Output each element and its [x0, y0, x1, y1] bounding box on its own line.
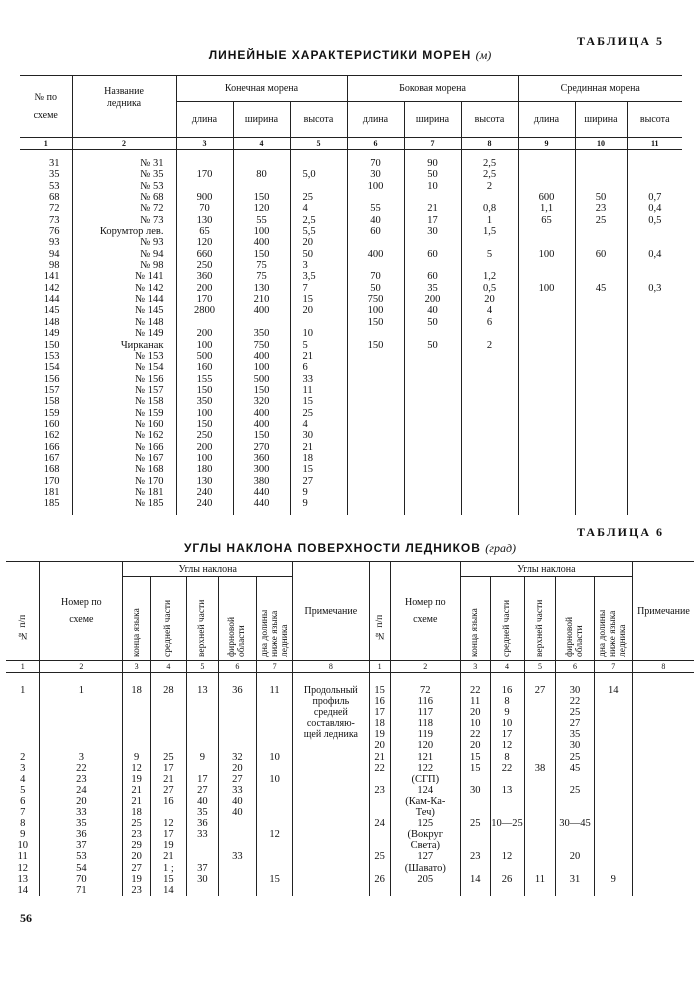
- t5-header-terminal: Конечная морена: [176, 76, 347, 102]
- page-number: 56: [20, 911, 32, 925]
- t5-header-name: Название ледника: [72, 76, 176, 138]
- t6-right-scheme: 72 116 117 118 119 120 121 122 (СГП) 124 (Кам-Ка- Теч) 125 (Вокруг Света) 127 (Шавато) 205: [390, 673, 460, 896]
- t6-colnum: 3: [123, 661, 151, 673]
- t5-colnum: 7: [404, 138, 461, 150]
- t6-h-firn-right-text: фирновой области: [564, 616, 585, 657]
- t5-colnum: 2: [72, 138, 176, 150]
- t6-h-upper-right-text: верхней части: [534, 599, 545, 657]
- t6-colnum: 7: [594, 661, 632, 673]
- t6-h-upper-left: [186, 577, 218, 661]
- t5-colnum: 1: [20, 138, 72, 150]
- t5-h-height-1: высота: [290, 102, 347, 138]
- t6-h-middle-right-text: средней части: [502, 599, 513, 657]
- t5-colnum: 3: [176, 138, 233, 150]
- t6-left-tongue: 18 9 12 19 21 21 18 25 23 29 20 27 19 23: [123, 673, 151, 896]
- t6-left-middle: 28 25 17 21 27 16 12 17 19 21 1 ; 15 14: [150, 673, 186, 896]
- t6-h-firn-left: [218, 577, 256, 661]
- t5-col-lateral-height: 2,5 2,5 2 0,8 1 1,5 5 1,2 0,5 20 4 6 2: [461, 150, 518, 515]
- t6-left-np: 1 2 3 4 5 6 7 8 9 10 11 12 13 14: [6, 673, 40, 896]
- t6-header-note-left: Примечание: [293, 562, 369, 661]
- t6-np-left-text: № п/п: [17, 614, 28, 640]
- t5-col-scheme-no: 31 35 53 68 72 73 76 93 94 98 141 142 144 145 148 149 150 153 154 156 157 158 159 160 162 166 167 168 170 181 185: [43, 158, 60, 510]
- table5-title-unit: (м): [475, 48, 492, 62]
- t6-right-upper: 27 38 11: [524, 673, 556, 896]
- t5-h-length-2: длина: [347, 102, 404, 138]
- t6-header-np-left: [6, 562, 40, 661]
- t5-col-glacier-name: № 31 № 35 № 53 № 68 № 72 № 73 Корумтор лев. № 93 № 94 № 98 № 141 № 142 № 144 № 145 № 148 № 149 Чирканак № 153 № 154 № 156 № 157 № 158 № 159 № 160 № 162 № 166 № 167 № 168 № 170 № 181 № 185: [72, 150, 176, 515]
- t5-colnum: 4: [233, 138, 290, 150]
- t5-colnum: 10: [575, 138, 627, 150]
- t6-h-upper-left-text: верхней части: [197, 599, 208, 657]
- t6-left-upper: 13 9 17 27 40 35 36 33 37 30: [186, 673, 218, 896]
- table6-title-unit: (град): [485, 541, 517, 555]
- t5-colnum: 9: [518, 138, 575, 150]
- t5-h-length-3: длина: [518, 102, 575, 138]
- t6-colnum: 6: [556, 661, 594, 673]
- t6-header-angles-right: Углы наклона: [460, 562, 632, 577]
- t6-right-note: [632, 673, 694, 896]
- table5-label: ТАБЛИЦА 5: [577, 34, 664, 48]
- t6-colnum: 7: [256, 661, 292, 673]
- t6-left-note: Продольный профиль средней составляю- щей ледника: [293, 673, 369, 896]
- t6-h-tongue-right-text: конца языка: [470, 608, 481, 657]
- t6-h-valley-right-text: дна долины ниже языка ледника: [598, 609, 629, 657]
- t6-colnum: 6: [218, 661, 256, 673]
- t6-colnum: 4: [150, 661, 186, 673]
- t5-header-no: № по схеме: [33, 91, 58, 121]
- t6-colnum: 4: [490, 661, 524, 673]
- t6-header-angles-left: Углы наклона: [123, 562, 293, 577]
- t6-header-np-right: [369, 562, 390, 661]
- t6-np-right-text: № п/п: [374, 614, 385, 640]
- t6-h-upper-right: [524, 577, 556, 661]
- t5-col-terminal-width: 80 150 120 55 100 400 150 75 75 130 210 400 350 750 400 100 500 150 320 400 400 150 270 360 300 380 440 440: [233, 150, 290, 515]
- t6-colnum: 3: [460, 661, 490, 673]
- t6-right-valley: 14 9: [594, 673, 632, 896]
- t6-colnum: 2: [390, 661, 460, 673]
- table6-title-text: УГЛЫ НАКЛОНА ПОВЕРХНОСТИ ЛЕДНИКОВ: [183, 541, 481, 555]
- table6-label: ТАБЛИЦА 6: [577, 525, 664, 539]
- t5-col-medial-width: 50 23 25 60 45: [575, 150, 627, 515]
- t5-colnum: 11: [627, 138, 682, 150]
- t6-colnum: 1: [369, 661, 390, 673]
- t5-col-medial-height: 0,7 0,4 0,5 0,4 0,3: [627, 150, 682, 515]
- t5-h-height-3: высота: [627, 102, 682, 138]
- t6-colnum: 1: [6, 661, 40, 673]
- t5-col-terminal-length: 170 900 70 130 65 120 660 250 360 200 170 2800 200 100 500 160 155 150 350 100 150 250 200 100 180 130 240 240: [176, 150, 233, 515]
- t6-right-np: 15 16 17 18 19 20 21 22 23 24 25 26: [369, 673, 390, 896]
- t5-h-length-1: длина: [176, 102, 233, 138]
- t6-h-firn-right: [556, 577, 594, 661]
- t6-h-tongue-left: [123, 577, 151, 661]
- t6-header-scheme-left: Номер по схеме: [40, 562, 123, 661]
- t6-h-firn-left-text: фирновой области: [227, 616, 248, 657]
- t5-col-lateral-length: 70 30 100 55 40 60 400 70 50 750 100 150 150: [347, 150, 404, 515]
- table5-title-text: ЛИНЕЙНЫЕ ХАРАКТЕРИСТИКИ МОРЕН: [208, 48, 472, 62]
- t6-left-scheme: 1 3 22 23 24 20 33 35 36 37 53 54 70 71: [40, 673, 123, 896]
- t6-colnum: 5: [524, 661, 556, 673]
- t5-h-width-3: ширина: [575, 102, 627, 138]
- t6-header-scheme-right: Номер по схеме: [390, 562, 460, 661]
- t5-header-medial: Срединная морена: [518, 76, 682, 102]
- t5-col-medial-length: 600 1,1 65 100 100: [518, 150, 575, 515]
- t6-right-middle: 16 8 9 10 17 12 8 22 13 10—25 12 26: [490, 673, 524, 896]
- t5-col-terminal-height: 5,0 25 4 2,5 5,5 20 50 3 3,5 7 15 20 10 5 21 6 33 11 15 25 4 30 21 18 15 27 9 9: [290, 150, 347, 515]
- t5-col-lateral-width: 90 50 10 21 17 30 60 60 35 200 40 50 50: [404, 150, 461, 515]
- t6-h-tongue-left-text: конца языка: [131, 608, 142, 657]
- table5-title: [0, 48, 700, 63]
- t6-colnum: 8: [632, 661, 694, 673]
- t6-h-middle-right: [490, 577, 524, 661]
- t5-header-lateral: Боковая морена: [347, 76, 518, 102]
- t6-h-valley-right: [594, 577, 632, 661]
- t5-colnum: 8: [461, 138, 518, 150]
- table6-title: [0, 541, 700, 556]
- t6-right-firn: 30 22 25 27 35 30 25 45 25 30—45 20 31: [556, 673, 594, 896]
- t5-colnum: 6: [347, 138, 404, 150]
- t6-colnum: 5: [186, 661, 218, 673]
- t6-colnum: 8: [293, 661, 369, 673]
- t6-right-tongue: 22 11 20 10 22 20 15 15 30 25 23 14: [460, 673, 490, 896]
- t6-colnum: 2: [40, 661, 123, 673]
- t6-h-middle-left: [150, 577, 186, 661]
- t6-header-note-right: Примечание: [637, 605, 690, 617]
- t5-h-width-2: ширина: [404, 102, 461, 138]
- table5: [20, 75, 682, 515]
- t6-h-middle-left-text: средней части: [163, 599, 174, 657]
- t6-left-firn: 36 32 20 27 33 40 40 33: [218, 673, 256, 896]
- t6-h-tongue-right: [460, 577, 490, 661]
- t6-h-valley-left-text: дна долины ниже языка ледника: [259, 609, 290, 657]
- t5-h-width-1: ширина: [233, 102, 290, 138]
- t6-left-valley: 11 10 10 12 15: [256, 673, 292, 896]
- t6-h-valley-left: [256, 577, 292, 661]
- table6: [6, 561, 694, 896]
- t5-h-height-2: высота: [461, 102, 518, 138]
- t5-colnum: 5: [290, 138, 347, 150]
